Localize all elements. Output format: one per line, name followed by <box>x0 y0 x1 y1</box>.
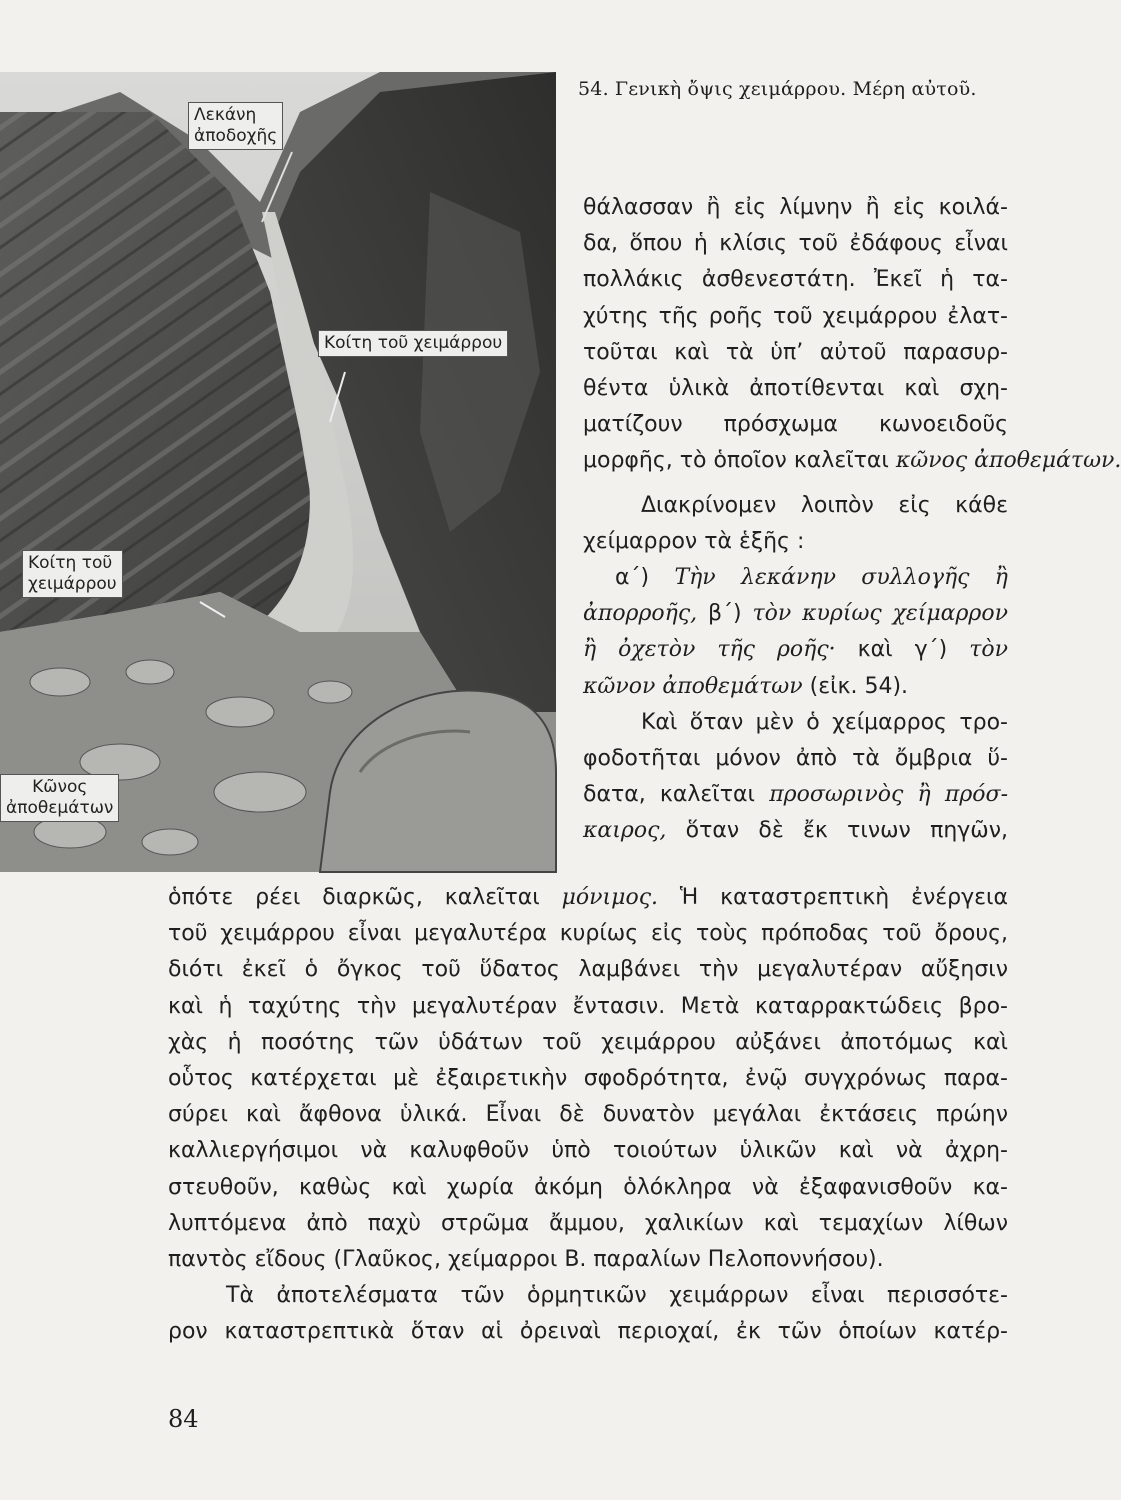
text-line <box>583 560 1008 596</box>
label-channel-upper <box>318 330 508 357</box>
italic-term: τὸν κυρίως χείμαρρον <box>752 601 1008 627</box>
text-line: στευθοῦν, καθὼς καὶ χωρία ἀκόμη ὁλόκληρα νὰ ἐξαφανισθοῦν κα- <box>168 1174 1008 1200</box>
text-line: χείμαρρον τὰ ἑξῆς : <box>583 528 805 554</box>
text-line: θάλασσαν ἢ εἰς λίμνην ἢ εἰς κοιλά- <box>583 195 1008 220</box>
list-marker: γ΄) <box>914 637 948 663</box>
text-segment: (εἰκ. 54). <box>809 673 909 699</box>
label-catchment-basin <box>188 102 283 150</box>
italic-term: κῶνος ἀποθεμάτων. <box>895 448 1121 474</box>
text-line: καὶ ἡ ταχύτης τὴν μεγαλυτέραν ἔντασιν. Μετὰ καταρρακτώδεις βρο- <box>168 993 1008 1019</box>
text-line: διότι ἐκεῖ ὁ ὄγκος τοῦ ὕδατος λαμβάνει τὴν μεγαλυτέραν αὔξησιν <box>168 957 1008 983</box>
italic-term: Τὴν λεκάνην συλλογῆς ἢ <box>674 565 1008 591</box>
text-line: φοδοτῆται μόνον ἀπὸ τὰ ὄμβρια ὕ- <box>583 746 1008 772</box>
text-line: πολλάκις ἀσθενεστάτη. Ἐκεῖ ἡ τα- <box>583 267 1008 293</box>
torrent-photo-drawing <box>0 72 556 872</box>
italic-term: προσωρινὸς ἢ πρόσ- <box>769 782 1008 808</box>
text-segment: δατα, καλεῖται <box>583 782 755 808</box>
text-line: θέντα ὑλικὰ ἀποτίθενται καὶ σχη- <box>583 376 1008 402</box>
italic-term: καιρος, <box>583 818 667 844</box>
text-line <box>583 443 1121 479</box>
text-line: χὰς ἡ ποσότης τῶν ὑδάτων τοῦ χειμάρρου αὐξάνει ἀποτόμως καὶ <box>168 1029 1008 1055</box>
list-marker: α΄) <box>615 565 650 591</box>
text-line: Διακρίνομεν λοιπὸν εἰς κάθε <box>641 492 1008 518</box>
label-channel-upper-text: Κοίτη τοῦ χειμάρρου <box>324 333 503 353</box>
text-line <box>583 669 1008 705</box>
figure-caption <box>578 78 998 100</box>
label-channel-lower-line2: χειμάρρου <box>28 574 117 594</box>
text-line: ρον καταστρεπτικὰ ὅταν αἱ ὀρειναὶ περιοχαί, ἐκ τῶν ὁποίων κατέρ- <box>168 1319 1008 1345</box>
text-line: ματίζουν πρόσχωμα κωνοειδοῦς <box>583 412 1008 438</box>
torrent-photo <box>0 72 556 872</box>
text-line <box>583 813 1008 849</box>
text-line <box>168 880 1008 916</box>
text-line <box>583 596 1008 632</box>
text-line <box>583 632 1008 668</box>
text-segment: καὶ <box>857 637 893 663</box>
text-line: καλλιεργήσιμοι νὰ καλυφθοῦν ὑπὸ τοιούτων ὑλικῶν καὶ νὰ ἀχρη- <box>168 1138 1008 1164</box>
text-line: τοῦ χειμάρρου εἶναι μεγαλυτέρα κυρίως εἰς τοὺς πρόποδας τοῦ ὄρους, <box>168 921 1008 947</box>
text-segment: ὅταν δὲ ἔκ τινων πηγῶν, <box>685 818 1009 844</box>
text-segment: ὁπότε ρέει διαρκῶς, καλεῖται <box>168 885 540 910</box>
text-line: παντὸς εἴδους (Γλαῦκος, χείμαρροι Β. παραλίων Πελοποννήσου). <box>168 1247 884 1273</box>
label-catchment-basin-line1: Λεκάνη <box>194 105 257 125</box>
right-column-text <box>583 190 1121 850</box>
text-segment: Ἡ καταστρεπτικὴ ἐνέργεια <box>679 885 1008 910</box>
label-catchment-basin-line2: ἀποδοχῆς <box>194 126 278 146</box>
label-debris-cone <box>0 774 119 822</box>
text-line: δα, ὅπου ἡ κλίσις τοῦ ἐδάφους εἶναι <box>583 231 1008 257</box>
italic-term: μόνιμος. <box>561 885 659 910</box>
italic-term: ἀπορροῆς, <box>583 601 698 627</box>
text-line <box>583 777 1008 813</box>
label-debris-cone-line1: Κῶνος <box>32 777 88 797</box>
italic-term: τὸν <box>969 637 1008 663</box>
text-line: Τὰ ἀποτελέσματα τῶν ὁρμητικῶν χειμάρρων εἶναι περισσότε- <box>226 1283 1008 1309</box>
text-line: οὗτος κατέρχεται μὲ ἐξαιρετικὴν σφοδρότητα, ἐνῷ συγχρόνως παρα- <box>168 1066 1008 1092</box>
text-segment: μορφῆς, τὸ ὁποῖον καλεῖται <box>583 448 889 474</box>
list-marker: β΄) <box>708 601 742 627</box>
text-line: χύτης τῆς ροῆς τοῦ χειμάρρου ἐλατ- <box>583 303 1008 329</box>
label-debris-cone-line2: ἀποθεμάτων <box>6 798 114 818</box>
figure-caption-text: Γενικὴ ὄψις χειμάρρου. Μέρη αὐτοῦ. <box>614 78 977 100</box>
label-channel-lower <box>22 550 123 598</box>
page-number: 84 <box>168 1405 199 1433</box>
full-width-text <box>168 880 1008 1351</box>
paragraph-gap <box>583 480 1008 488</box>
italic-term: κῶνον ἀποθεμάτων <box>583 673 803 699</box>
text-line: τοῦται καὶ τὰ ὑπ’ αὐτοῦ παρασυρ- <box>583 339 1008 365</box>
text-line: λυπτόμενα ἀπὸ παχὺ στρῶμα ἄμμου, χαλικίων καὶ τεμαχίων λίθων <box>168 1210 1008 1236</box>
label-channel-lower-line1: Κοίτη τοῦ <box>28 553 113 573</box>
italic-term: ἢ ὀχετὸν τῆς ροῆς· <box>583 637 836 663</box>
figure-caption-number: 54. <box>578 78 609 100</box>
text-line: σύρει καὶ ἄφθονα ὑλικά. Εἶναι δὲ δυνατὸν μεγάλαι ἐκτάσεις πρώην <box>168 1102 1008 1128</box>
text-line: Καὶ ὅταν μὲν ὁ χείμαρρος τρο- <box>641 709 1008 735</box>
